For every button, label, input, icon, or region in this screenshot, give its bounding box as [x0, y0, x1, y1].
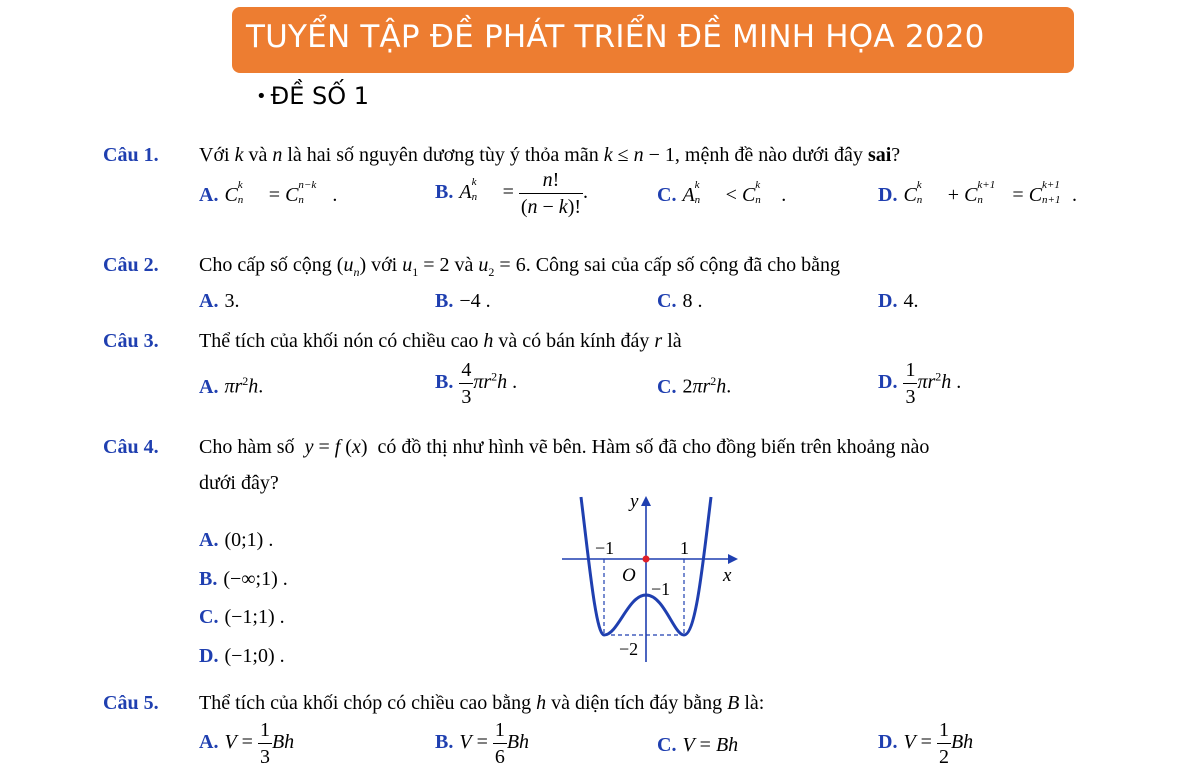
q5-option-a[interactable]: A. V = $\frac{1}{3}$ Bh	[199, 719, 295, 768]
q3-option-b[interactable]: B. $\frac{4}{3}$ $\pi r^2h$ .	[435, 359, 518, 408]
question-4-text: Cho hàm số y = f (x) có đồ thị như hình vẽ bên. Hàm số đã cho đồng biến trên khoảng nào	[199, 436, 930, 458]
exam-subtitle	[256, 82, 369, 110]
q4-option-d[interactable]: D. (−1;0) .	[199, 645, 285, 667]
origin-label: O	[622, 565, 636, 586]
question-3-text: Thể tích của khối nón có chiều cao h và có bán kính đáy r là	[199, 330, 682, 352]
x-axis-arrow-icon	[728, 554, 738, 564]
q2-option-c[interactable]: C. 8 .	[657, 290, 703, 312]
q4-option-b[interactable]: B. (−∞;1) .	[199, 568, 288, 590]
question-2-label: Câu 2.	[103, 254, 159, 276]
question-4-text-line2: dưới đây?	[199, 472, 279, 494]
y-tick-neg1: −1	[651, 579, 671, 599]
y-tick-neg2: −2	[619, 639, 639, 659]
question-1-text: Với k và n là hai số nguyên dương tùy ý thỏa mãn k ≤ n − 1, mệnh đề nào dưới đây sai?	[199, 144, 901, 166]
question-1-label: Câu 1.	[103, 144, 159, 166]
q4-option-a[interactable]: A. (0;1) .	[199, 529, 274, 551]
origin-point	[643, 556, 650, 563]
page-title: TUYỂN TẬP ĐỀ PHÁT TRIỂN ĐỀ MINH HỌA 2020	[246, 19, 985, 55]
x-axis-label: x	[723, 565, 732, 586]
function-graph	[556, 492, 756, 666]
q5-option-d[interactable]: D. V = $\frac{1}{2}$ Bh	[878, 719, 974, 768]
question-2-text: Cho cấp số cộng $(u_n)$ với $u_1 = 2$ và $u_2 = 6$. Công sai của cấp số cộng đã cho bằng	[199, 254, 841, 279]
q3-option-a[interactable]: A. $\pi r^2h$.	[199, 374, 264, 398]
q5-option-c[interactable]: C. V = Bh	[657, 734, 739, 756]
question-3-label: Câu 3.	[103, 330, 159, 352]
q1-option-b[interactable]: B. A k n = $\frac{n!}{(n - k)!}$ .	[435, 169, 589, 218]
q2-option-d[interactable]: D. 4.	[878, 290, 919, 312]
q3-option-c[interactable]: C. $2\pi r^2h$.	[657, 374, 732, 398]
question-5-label: Câu 5.	[103, 692, 159, 714]
bullet-icon: •	[256, 86, 267, 107]
y-axis-label: y	[630, 492, 639, 512]
q1-option-a[interactable]: A. C k n = C n−k n .	[199, 179, 338, 206]
q2-option-b[interactable]: B. −4 .	[435, 290, 491, 312]
q1-option-c[interactable]: C. A k n < C k n .	[657, 179, 787, 206]
x-tick-neg1: −1	[595, 538, 615, 558]
title-banner	[232, 7, 1074, 73]
exam-number: ĐỀ SỐ 1	[270, 82, 370, 110]
x-tick-1: 1	[680, 538, 689, 558]
question-5-text: Thể tích của khối chóp có chiều cao bằng h và diện tích đáy bằng B là:	[199, 692, 765, 714]
question-4-label: Câu 4.	[103, 436, 159, 458]
q4-option-c[interactable]: C. (−1;1) .	[199, 606, 285, 628]
q5-option-b[interactable]: B. V = $\frac{1}{6}$ Bh	[435, 719, 530, 768]
q1-option-d[interactable]: D. C k n + C k+1 n = C k+1 n+1 .	[878, 179, 1078, 206]
q2-option-a[interactable]: A. 3.	[199, 290, 240, 312]
y-axis-arrow-icon	[641, 496, 651, 506]
q3-option-d[interactable]: D. $\frac{1}{3}$ $\pi r^2h$ .	[878, 359, 962, 408]
